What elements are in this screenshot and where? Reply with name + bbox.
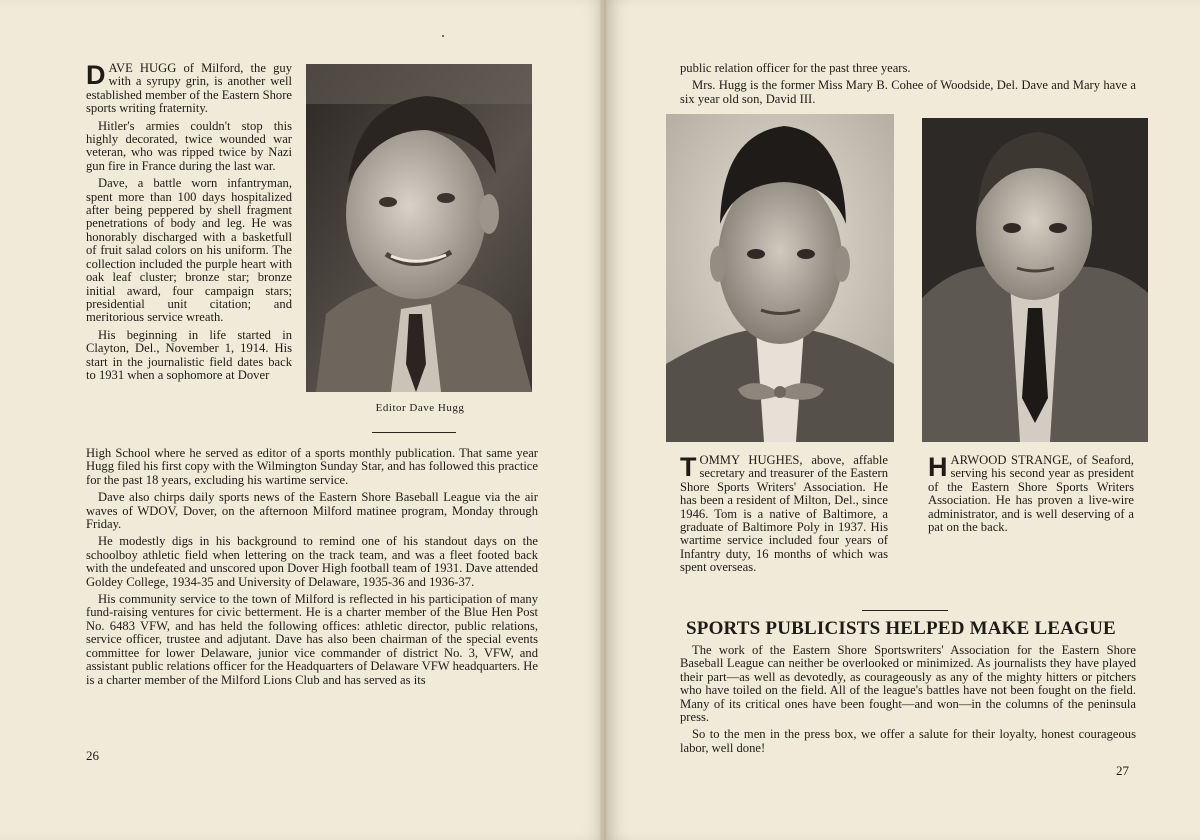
photo-dave-hugg bbox=[306, 64, 532, 392]
photo-caption-dave-hugg: Editor Dave Hugg bbox=[375, 402, 465, 414]
article-body: The work of the Eastern Shore Sportswriters' Association for the Eastern Shore Baseball League can neither be overlooked or minimized. As journalists they have played their part—as well as devotedly, as courageously as any of the mighty hitters or pitchers who have toiled on the field. All of the league's battles have not been fought on the field. Many of its critical ones have been fought—and won—in the columns of the peninsula press. So to the men in the press box, we offer a salute for their loyalty, honest courageous labor, well done! bbox=[680, 643, 1136, 755]
dave-hugg-intro: DAVE HUGG of Milford, the guy with a syrupy grin, is another well established member of the Eastern Shore sports writing fraternity. Hitler's armies couldn't stop this highly decorated, twice wounded war veteran, who was ripped twice by Nazi gun fire in France during the last war. Dave, a battle worn infantryman, spent more than 100 days hospitalized after being peppered by shell fragment penetrations of body and leg. He was honorably discharged with a basketfull of fruit salad colors on his uniform. The collection included the purple heart with oak leaf cluster; bronze star; bronze initial award, four campaign stars; presidential unit citation; and meritorious service wreath. His beginning in life started in Clayton, Del., November 1, 1914. His start in the journalistic field dates back to 1931 when a sophomore at Dover bbox=[86, 60, 292, 382]
right-page bbox=[606, 0, 1200, 840]
dave-hugg-conclusion: public relation officer for the past three years. Mrs. Hugg is the former Miss Mary B. Cohee of Woodside, Del. Dave and Mary have a six year old son, David III. bbox=[680, 61, 1136, 106]
page-number-left: 26 bbox=[86, 748, 99, 763]
harwood-strange-bio: HARWOOD STRANGE, of Seaford, serving his second year as president of the Eastern Shore Sports Writers Association. He has proven a live-wire administrator, and is well deserving of a pat on the back. bbox=[928, 452, 1134, 535]
article-headline: SPORTS PUBLICISTS HELPED MAKE LEAGUE bbox=[686, 618, 1116, 639]
dropcap-t: T bbox=[680, 452, 697, 482]
tommy-hughes-bio: TOMMY HUGHES, above, affable secretary and treasurer of the Eastern Shore Sports Writers' Association. He has been a resident of Milton, Del., since 1946. Tom is a native of Baltimore, a graduate of Baltimore Poly in 1937. His wartime service included four years of Infantry duty, 16 months of which was spent overseas. bbox=[680, 452, 888, 575]
page-number-right: 27 bbox=[1116, 763, 1129, 778]
dropcap-h: H bbox=[928, 452, 948, 482]
dave-hugg-body: High School where he served as editor of a sports monthly publication. That same year Hugg filed his first copy with the Wilmington Sunday Star, and has followed this practice for the past 18 years, excluding his wartime service. Dave also chirps daily sports news of the Eastern Shore Baseball League via the air waves of WDOV, Dover, on the afternoon Milford matinee program, Monday through Friday. He modestly digs in his background to remind one of his standout days on the schoolboy athletic field when lettering on the track team, and was a fleet footed back with the undefeated and unscored upon Dover High football team of 1931. Dave attended Goldey College, 1934-35 and University of Delaware, 1935-36 and 1936-37. His community service to the town of Milford is reflected in his participation of many fund-raising ventures for civic betterment. He is a charter member of the Blue Hen Post No. 6483 VFW, and has held the following offices: athletic director, public relations, service officer, trustee and adjutant. Dave has also been chairman of the special events committee for lower Delaware, junior vice commander of district No. 3, VFW, and assistant public relations officer for the Headquarters of Delaware VFW headquarters. He is a charter member of the Milford Lions Club and has served as its bbox=[86, 446, 538, 687]
photo-tommy-hughes bbox=[666, 114, 894, 442]
dropcap-d: D bbox=[86, 60, 106, 90]
photo-harwood-strange bbox=[922, 118, 1148, 442]
speck bbox=[442, 35, 444, 37]
caption-rule bbox=[372, 432, 456, 433]
section-rule bbox=[862, 610, 948, 611]
